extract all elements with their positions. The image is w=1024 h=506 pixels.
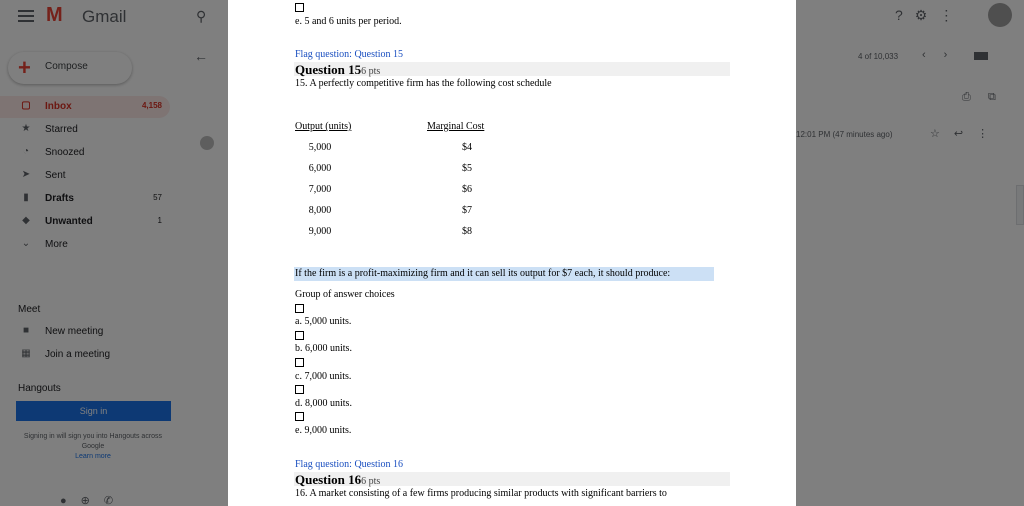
answer-checkbox[interactable]	[295, 331, 304, 340]
flag-question-link[interactable]: Flag question: Question 15	[295, 49, 404, 60]
answer-choice: c. 7,000 units.	[295, 371, 352, 382]
table-header-output: Output (units)	[295, 121, 352, 132]
answer-choice: e. 9,000 units.	[295, 425, 352, 436]
document-page	[228, 0, 796, 506]
answer-checkbox[interactable]	[295, 3, 304, 12]
table-cell: $6	[462, 184, 472, 195]
previous-answer: e. 5 and 6 units per period.	[295, 16, 402, 27]
answer-choice: d. 8,000 units.	[295, 398, 352, 409]
question-title-text: Question 16	[295, 472, 362, 487]
question-points: 6 pts	[361, 66, 381, 77]
answer-checkbox[interactable]	[295, 358, 304, 367]
table-cell: 6,000	[308, 163, 332, 174]
table-cell: $4	[462, 142, 472, 153]
answer-group-label: Group of answer choices	[295, 289, 395, 300]
question-prompt: If the firm is a profit-maximizing firm and it can sell its output for $7 each, it should produce:	[295, 268, 671, 279]
table-cell: 7,000	[308, 184, 332, 195]
table-cell: 9,000	[308, 226, 332, 237]
answer-checkbox[interactable]	[295, 304, 304, 313]
question-text: 16. A market consisting of a few firms producing similar products with significant barriers to	[295, 488, 667, 499]
flag-question-link[interactable]: Flag question: Question 16	[295, 459, 404, 470]
table-cell: $8	[462, 226, 472, 237]
question-text: 15. A perfectly competitive firm has the following cost schedule	[295, 78, 552, 89]
answer-choice: b. 6,000 units.	[295, 343, 352, 354]
table-cell: 5,000	[308, 142, 332, 153]
question-title-text: Question 15	[295, 62, 362, 77]
table-cell: 8,000	[308, 205, 332, 216]
question-points: 6 pts	[361, 476, 381, 487]
table-header-marginal-cost: Marginal Cost	[427, 121, 485, 132]
question-title	[295, 62, 380, 78]
question-title	[295, 472, 380, 488]
answer-checkbox[interactable]	[295, 385, 304, 394]
answer-choice: a. 5,000 units.	[295, 316, 352, 327]
answer-checkbox[interactable]	[295, 412, 304, 421]
table-cell: $5	[462, 163, 472, 174]
table-cell: $7	[462, 205, 472, 216]
